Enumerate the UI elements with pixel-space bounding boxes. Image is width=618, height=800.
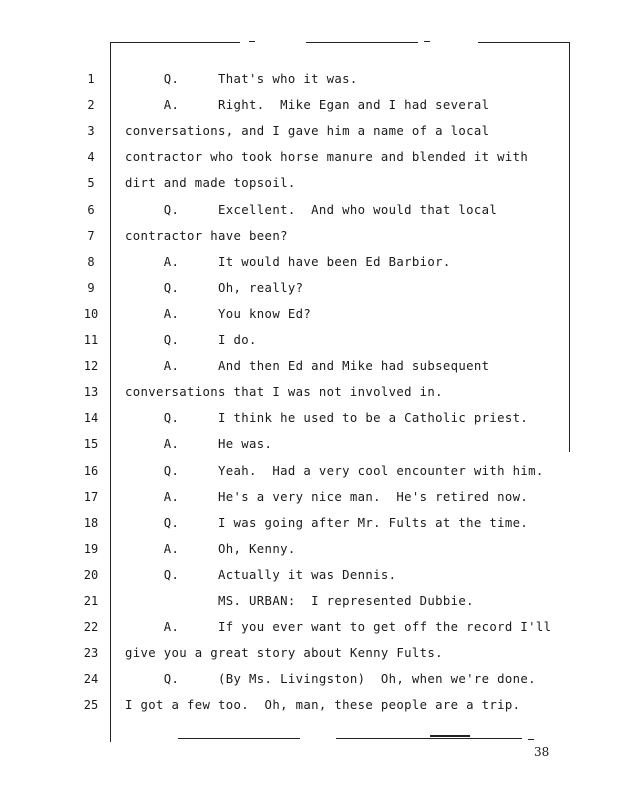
frame-mark [249,41,255,42]
frame-top-border [306,42,418,43]
line-text: Q. I do. [125,333,257,347]
line-number: 7 [87,228,95,243]
line-text: Q. Actually it was Dennis. [125,567,397,582]
transcript-line [0,616,618,638]
line-number: 23 [83,646,99,661]
line-text: contractor who took horse manure and blended it with [125,150,529,165]
page-number: 38 [534,745,550,759]
frame-mark [528,739,534,740]
line-number: 14 [83,411,99,426]
frame-bottom-border [178,738,300,739]
transcript-line [0,460,618,482]
line-text: Q. I think he used to be a Catholic priest. [125,411,529,426]
frame-top-border [478,42,570,43]
transcript-line [0,146,618,168]
transcript-line [0,68,618,90]
line-text: Q. Oh, really? [125,280,304,295]
line-text: A. He was. [125,437,273,452]
line-text: A. Right. Mike Egan and I had several [125,98,490,113]
line-number: 11 [83,333,99,347]
transcript-line [0,486,618,508]
line-number: 4 [87,150,95,165]
transcript-line [0,407,618,429]
line-text: Q. Yeah. Had a very cool encounter with him. [125,463,544,478]
transcript-line [0,94,618,116]
transcript-line [0,538,618,560]
line-text: MS. URBAN: I represented Dubbie. [125,594,474,608]
line-text: dirt and made topsoil. [125,176,296,191]
line-number: 5 [87,176,95,191]
line-text: A. Oh, Kenny. [125,541,296,556]
line-number: 18 [83,515,99,530]
line-number: 3 [87,124,95,139]
transcript-line [0,564,618,586]
line-number: 2 [87,98,95,113]
line-number: 19 [83,541,99,556]
transcript-line [0,199,618,221]
line-number: 10 [83,306,99,321]
line-number: 8 [87,254,95,269]
transcript-line [0,668,618,690]
line-number: 9 [87,280,95,295]
line-number: 6 [87,202,95,217]
frame-top-border [110,42,240,43]
line-number: 24 [83,672,99,687]
transcript-line [0,277,618,299]
line-number: 25 [83,698,99,713]
line-text: Q. I was going after Mr. Fults at the time. [125,515,529,530]
line-text: A. And then Ed and Mike had subsequent [125,359,490,374]
transcript-line [0,303,618,325]
transcript-line [0,329,618,351]
line-text: give you a great story about Kenny Fults. [125,646,443,661]
line-number: 17 [83,489,99,504]
line-text: A. He's a very nice man. He's retired now. [125,489,529,504]
line-number: 22 [83,620,99,635]
transcript-line [0,590,618,612]
transcript-line [0,642,618,664]
line-number: 16 [83,463,99,478]
transcript-line [0,251,618,273]
line-text: A. You know Ed? [125,306,312,321]
transcript-line [0,512,618,534]
transcript-line [0,120,618,142]
frame-mark [424,41,430,42]
frame-bottom-border [430,735,470,737]
line-text: Q. (By Ms. Livingston) Oh, when we're done. [125,672,536,687]
transcript-line [0,225,618,247]
line-number: 1 [87,72,95,86]
line-number: 13 [83,385,99,400]
frame-bottom-border [336,738,522,739]
line-number: 15 [83,437,99,452]
line-text: Q. Excellent. And who would that local [125,202,498,217]
line-text: A. If you ever want to get off the record I'll [125,620,552,635]
line-number: 21 [83,594,99,608]
line-number: 20 [83,567,99,582]
transcript-line [0,381,618,403]
transcript-line [0,694,618,716]
line-text: conversations, and I gave him a name of a local [125,124,490,139]
line-text: A. It would have been Ed Barbior. [125,254,451,269]
line-text: I got a few too. Oh, man, these people are a trip. [125,698,521,713]
line-text: Q. That's who it was. [125,72,358,86]
transcript-line [0,433,618,455]
line-text: conversations that I was not involved in. [125,385,443,400]
transcript-line [0,172,618,194]
transcript-line [0,355,618,377]
line-text: contractor have been? [125,228,288,243]
line-number: 12 [83,359,99,374]
